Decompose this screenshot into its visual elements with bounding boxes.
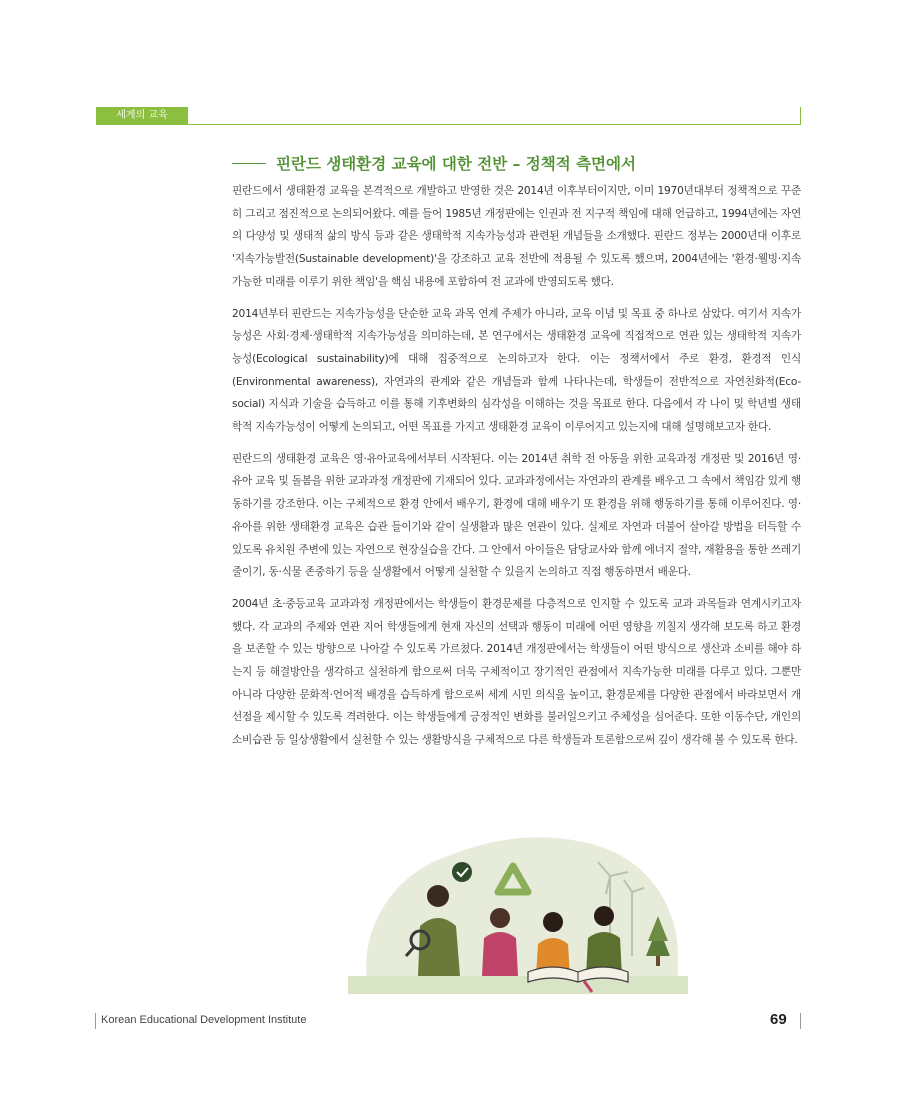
header-rule-end — [800, 107, 801, 125]
footer-rule-left — [95, 1013, 96, 1029]
article-title: 핀란드 생태환경 교육에 대한 전반 – 정책적 측면에서 — [276, 155, 636, 173]
title-dash — [232, 163, 266, 164]
page-number: 69 — [770, 1011, 787, 1028]
article-body — [232, 180, 801, 761]
header-rule — [188, 124, 801, 125]
paragraph-1: 핀란드에서 생태환경 교육을 본격적으로 개발하고 반영한 것은 2014년 이후부터이지만, 이미 1970년대부터 정책적으로 꾸준히 그리고 점진적으로 논의되어왔다. 예를 들어 1985년 개정판에는 인권과 전 지구적 책임에 대해 언급하고, 1994년에는 자연의 다양성 및 생태적 삶의 방식 등과 같은 생태학적 지속가능성과 관련된 개념들을 소개했다. 핀란드 정부는 2000년대 이후로 '지속가능발전(Sustainable development)'을 강조하고 교육 전반에 적용될 수 있도록 했으며, 2004년에는 '환경·웰빙·지속가능한 미래를 이루기 위한 책임'을 핵심 내용에 포함하여 전 교과에 반영되도록 했다. — [232, 185, 801, 288]
paragraph-4: 2004년 초·중등교육 교과과정 개정판에서는 학생들이 환경문제를 다층적으로 인지할 수 있도록 교과 과목들과 연계시키고자 했다. 각 교과의 주제와 연관 지어 학생들에게 현재 자신의 선택과 행동이 미래에 어떤 영향을 끼칠지 생각해 보도록 하고 환경을 보존할 수 있는 방향으로 나아갈 수 있도록 가르쳤다. 2014년 개정판에서는 학생들이 어떤 방식으로 생산과 소비를 해야 하는지 등 해결방안을 생각하고 실천하게 함으로써 더욱 구체적이고 장기적인 관점에서 지속가능한 미래를 다루고 있다. 그뿐만 아니라 다양한 문화적·언어적 배경을 습득하게 함으로써 세계 시민 의식을 높이고, 환경문제를 다양한 관점에서 바라보면서 개선점을 제시할 수 있도록 격려한다. 이는 학생들에게 긍정적인 변화를 불러일으키고 주체성을 심어준다. 또한 이동수단, 개인의 소비습관 등 일상생활에서 실천할 수 있는 생활방식을 구체적으로 다른 학생들과 토론함으로써 깊이 생각해 볼 수 있도록 한다. — [232, 597, 801, 747]
paragraph-3: 핀란드의 생태환경 교육은 영·유아교육에서부터 시작된다. 이는 2014년 취학 전 아동을 위한 교육과정 개정판 및 2016년 영·유아 교육 및 돌봄을 위한 교과과정 개정판에 기재되어 있다. 교과과정에서는 자연과의 관계를 배우고 그 속에서 책임감 있게 행동하기를 강조한다. 이는 구체적으로 환경 안에서 배우기, 환경에 대해 배우기 또 환경을 위해 행동하기를 통해 이루어진다. 영·유아를 위한 생태환경 교육은 습관 들이기와 같이 실생활과 많은 연관이 있다. 실제로 자연과 더불어 살아갈 방법을 터득할 수 있도록 유치원 주변에 있는 자연으로 현장실습을 간다. 그 안에서 아이들은 담당교사와 함께 에너지 절약, 재활용을 통한 쓰레기 줄이기, 동·식물 존중하기 등을 실생활에서 어떻게 실천할 수 있을지 논의하고 직접 행동하면서 배운다. — [232, 452, 801, 579]
section-tag: 세계의 교육 — [96, 107, 188, 125]
article-title-row — [232, 150, 812, 176]
footer-rule-right — [800, 1013, 801, 1029]
footer-institute: Korean Educational Development Institute — [101, 1014, 307, 1026]
checkmark-icon — [452, 862, 472, 882]
eco-education-illustration — [348, 826, 688, 994]
paragraph-2: 2014년부터 핀란드는 지속가능성을 단순한 교육 과목 연계 주제가 아니라, 교육 이념 및 목표 중 하나로 삼았다. 여기서 지속가능성은 사회·경제·생태학적 지속가능성을 의미하는데, 본 연구에서는 생태환경 교육에 직접적으로 연관 있는 생태학적 지속가능성(Ecological sustainability)에 대해 집중적으로 논의하고자 한다. 이는 정책서에서 주로 환경, 환경적 인식(Environmental awareness), 자연과의 관계와 같은 개념들과 함께 나타나는데, 학생들이 전반적으로 자연친화적(Eco-social) 지식과 기술을 습득하고 이를 통해 기후변화의 심각성을 이해하는 것을 목표로 한다. 다음에서 각 나이 및 학년별 생태학적 지속가능성이 어떻게 논의되고, 어떤 목표를 가지고 생태환경 교육이 이루어지고 있는지에 대해 설명해보고자 한다. — [232, 307, 801, 434]
